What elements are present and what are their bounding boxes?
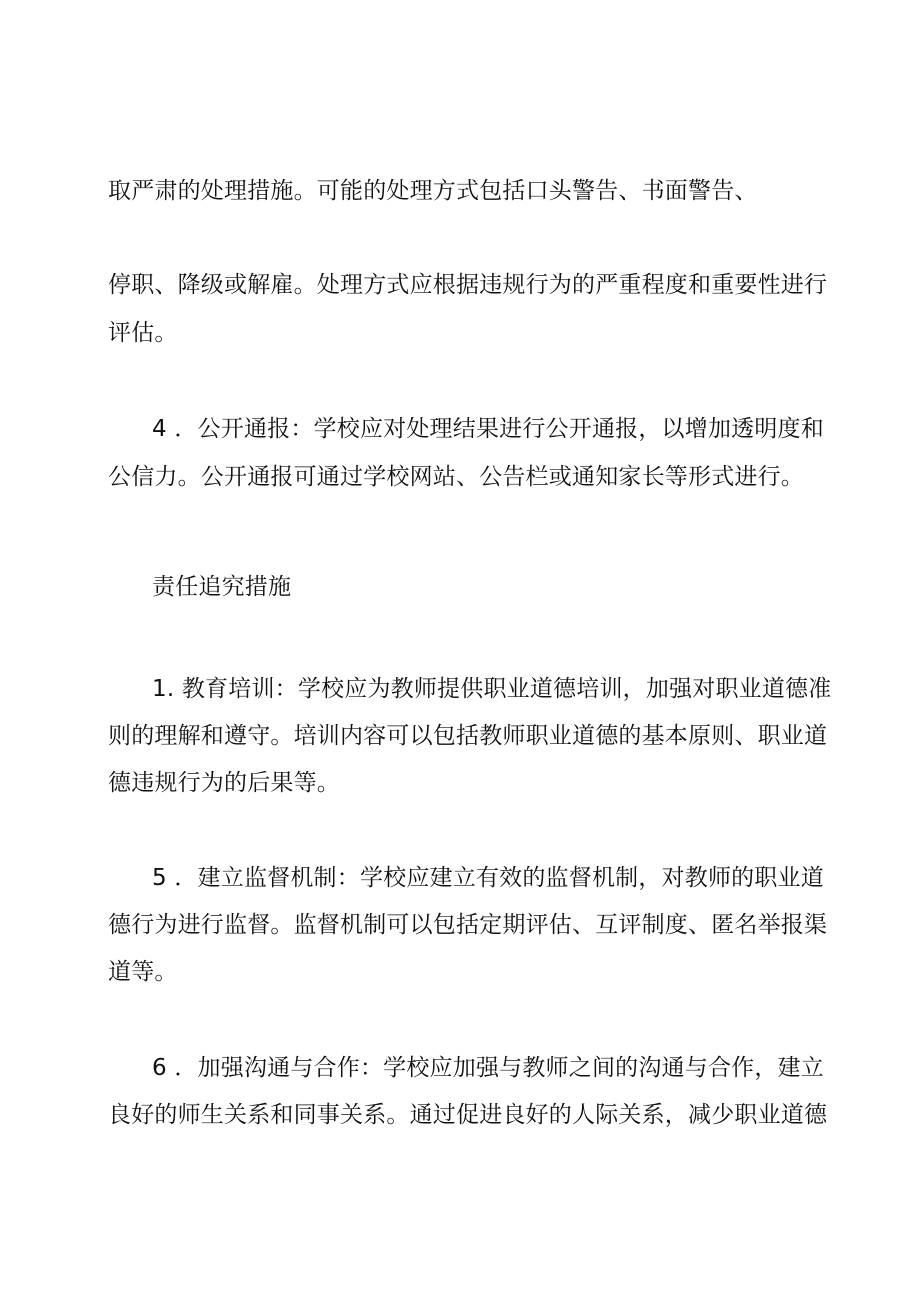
section-heading: 责任追究措施 [152,574,292,600]
paragraph-1-line-1: 取严肃的处理措施。可能的处理方式包括口头警告、书面警告、 [108,178,758,204]
paragraph-3-line-2: 公信力。公开通报可通过学校网站、公告栏或通知家长等形式进行。 [108,464,804,490]
paragraph-6-line-1: 5 ．建立监督机制：学校应建立有效的监督机制，对教师的职业道 [152,865,824,891]
paragraph-6-line-2: 德行为进行监督。监督机制可以包括定期评估、互评制度、匿名举报渠 [108,912,828,938]
paragraph-2-line-1: 停职、降级或解雇。处理方式应根据违规行为的严重程度和重要性进行 [108,272,828,298]
paragraph-7-line-2: 良好的师生关系和同事关系。通过促进良好的人际关系，减少职业道德 [108,1102,828,1128]
paragraph-7-line-1: 6 ．加强沟通与合作：学校应加强与教师之间的沟通与合作，建立 [152,1055,824,1081]
paragraph-5-line-1: 1. 教育培训：学校应为教师提供职业道德培训，加强对职业道德准 [152,676,832,702]
paragraph-5-line-3: 德违规行为的后果等。 [108,770,340,796]
paragraph-2-line-2: 评估。 [108,320,178,346]
paragraph-5-line-2: 则的理解和遵守。培训内容可以包括教师职业道德的基本原则、职业道 [108,723,828,749]
paragraph-3-line-1: 4 ．公开通报：学校应对处理结果进行公开通报，以增加透明度和 [152,416,824,442]
paragraph-6-line-3: 道等。 [108,959,178,985]
